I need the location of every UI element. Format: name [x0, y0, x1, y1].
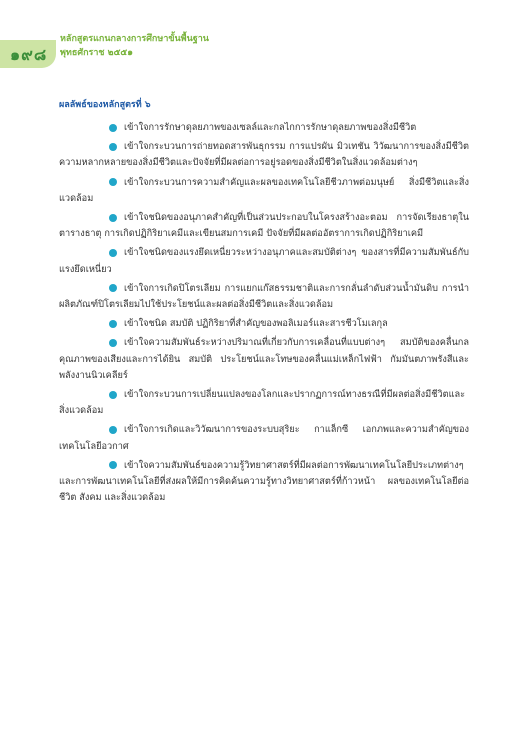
curriculum-year: พุทธศักราช ๒๕๕๑ [60, 48, 133, 58]
list-item [59, 210, 469, 242]
list-item [59, 245, 469, 277]
bullet-icon [109, 124, 117, 132]
list-item [59, 175, 469, 207]
bullet-icon [109, 143, 117, 151]
bullet-icon [109, 249, 117, 257]
bullet-icon [109, 426, 117, 434]
bullet-icon [109, 391, 117, 399]
list-item [59, 387, 469, 419]
list-item-text: เข้าใจชนิดของแรงยึดเหนี่ยวระหว่างอนุภาคและสมบัติต่างๆ ของสารที่มีความสัมพันธ์กับแรงยึดเหนี่ยว [59, 247, 469, 275]
list-item [59, 139, 469, 171]
section-title: ผลลัพธ์ของหลักสูตรที่ ๖ [59, 100, 151, 110]
bullet-icon [109, 339, 117, 347]
list-item-text: เข้าใจกระบวนการความสำคัญและผลของเทคโนโลยีชีวภาพต่อมนุษย์ สิ่งมีชีวิตและสิ่งแวดล้อม [59, 176, 469, 204]
list-item-text: เข้าใจชนิดของอนุภาคสำคัญที่เป็นส่วนประกอบในโครงสร้างอะตอม การจัดเรียงธาตุในตารางธาตุ การเกิดปฏิกิริยาเคมีและเขียนสมการเคมี ปัจจัยที่มีผลต่ออัตราการเกิดปฏิกิริยาเคมี [59, 212, 469, 240]
list-item-text: เข้าใจกระบวนการถ่ายทอดสารพันธุกรรม การแปรผัน มิวเทชัน วิวัฒนาการของสิ่งมีชีวิต ความหลากหลายของสิ่งมีชีวิตและปัจจัยที่มีผลต่อการอยู่รอดของสิ่งมีชีวิตในสิ่งแวดล้อมต่างๆ [59, 141, 469, 169]
list-item [59, 316, 469, 332]
list-item [59, 422, 469, 454]
list-item-text: เข้าใจชนิด สมบัติ ปฏิกิริยาที่สำคัญของพอลิเมอร์และสารชีวโมเลกุล [124, 318, 388, 330]
list-item-text: เข้าใจความสัมพันธ์ของความรู้วิทยาศาสตร์ที่มีผลต่อการพัฒนาเทคโนโลยีประเภทต่างๆ และการพัฒนาเทคโนโลยีที่ส่งผลให้มีการคิดค้นความรู้ทางวิทยาศาสตร์ที่ก้าวหน้า ผลของเทคโนโลยีต่อชีวิต สังคม และสิ่งแวดล้อม [59, 459, 469, 504]
bullet-icon [109, 320, 117, 328]
list-item [59, 335, 469, 384]
bullet-icon [109, 284, 117, 292]
page-number: ๑๙๘ [10, 45, 48, 64]
list-item [59, 458, 469, 507]
bullet-icon [109, 178, 117, 186]
list-item [59, 281, 469, 313]
page-header [0, 0, 524, 80]
list-item-text: เข้าใจกระบวนการเปลี่ยนแปลงของโลกและปรากฏการณ์ทางธรณีที่มีผลต่อสิ่งมีชีวิตและสิ่งแวดล้อม [59, 389, 466, 417]
bullet-icon [109, 214, 117, 222]
list-item-text: เข้าใจการเกิดปิโตรเลียม การแยกแก๊สธรรมชาติและการกลั่นลำดับส่วนน้ำมันดิบ การนำผลิตภัณฑ์ปิโตรเลียมไปใช้ประโยชน์และผลต่อสิ่งมีชีวิตและสิ่งแวดล้อม [59, 282, 469, 311]
list-item-text: เข้าใจการเกิดและวิวัฒนาการของระบบสุริยะ กาแล็กซี เอกภพและความสำคัญของเทคโนโลยีอวกาศ [59, 424, 469, 452]
list-item-text: เข้าใจการรักษาดุลยภาพของเซลล์และกลไกการรักษาดุลยภาพของสิ่งมีชีวิต [124, 122, 417, 133]
list-item [59, 120, 469, 136]
list-item-text: เข้าใจความสัมพันธ์ระหว่างปริมาณที่เกี่ยวกับการเคลื่อนที่แบบต่างๆ สมบัติของคลื่นกล คุณภาพของเสียงและการได้ยิน สมบัติ ประโยชน์และโทษของคลื่นแม่เหล็กไฟฟ้า กัมมันตภาพรังสีและพลังงานนิวเคลียร์ [59, 337, 469, 381]
bullet-icon [109, 461, 117, 469]
curriculum-title: หลักสูตรแกนกลางการศึกษาขั้นพื้นฐาน [60, 34, 209, 44]
outcome-list [59, 120, 469, 509]
